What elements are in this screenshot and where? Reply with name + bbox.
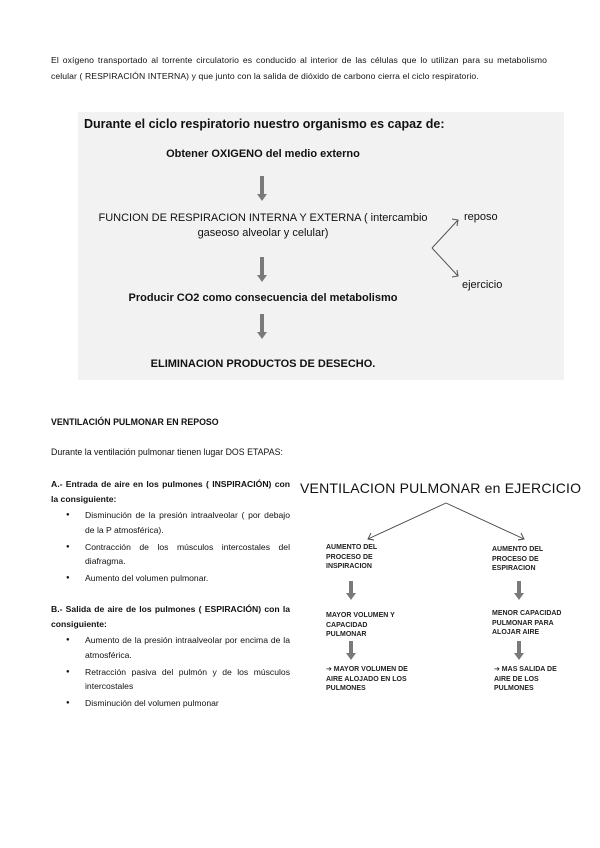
- down-arrow-icon: [346, 641, 356, 660]
- expiration-list: [51, 633, 290, 711]
- exercise-diagram-title: VENTILACION PULMONAR en EJERCICIO: [300, 480, 582, 496]
- cycle-step-obtain-oxygen: Obtener OXIGENO del medio externo: [166, 148, 360, 160]
- right-box-expiration: AUMENTO DEL PROCESO DE ESPIRACION: [492, 546, 544, 572]
- left-box-volume: MAYOR VOLUMEN Y CAPACIDAD PULMONAR: [326, 612, 395, 638]
- exercise-ventilation-diagram: [296, 477, 580, 709]
- diverging-arrows-icon: [356, 501, 536, 545]
- list-item: ● Aumento de la presión intraalveolar por encima de la atmosférica.: [85, 633, 290, 662]
- down-arrow-icon: [514, 581, 524, 600]
- right-box-capacity: MENOR CAPACIDAD PULMONAR PARA ALOJAR AIRE: [492, 610, 562, 636]
- down-arrow-icon: [257, 176, 267, 201]
- list-item: ● Aumento del volumen pulmonar.: [85, 571, 290, 586]
- down-arrow-icon: [257, 314, 267, 339]
- left-box-inspiration: AUMENTO DEL PROCESO DE INSPIRACION: [326, 544, 378, 570]
- down-arrow-icon: [257, 257, 267, 282]
- inspiration-list: [51, 508, 290, 586]
- cycle-step-respiration-function: [78, 211, 448, 241]
- cycle-step-eliminate-waste: ELIMINACION PRODUCTOS DE DESECHO.: [150, 358, 376, 370]
- list-item: ● Contracción de los músculos intercostales del diafragma.: [85, 540, 290, 569]
- down-arrow-icon: [346, 581, 356, 600]
- list-item: ● Disminución de la presión intraalveolar ( por debajo de la P atmosférica).: [85, 508, 290, 537]
- inspiration-section: [51, 477, 290, 588]
- cycle-step-produce-co2: Producir CO2 como consecuencia del metabolismo: [128, 292, 398, 304]
- list-item: ● Disminución del volumen pulmonar: [85, 696, 290, 711]
- respiratory-cycle-diagram: [78, 112, 564, 380]
- expiration-section: [51, 602, 290, 713]
- list-item: ● Retracción pasiva del pulmón y de los músculos intercostales: [85, 665, 290, 694]
- left-box-result: ➔ MAYOR VOLUMEN DE AIRE ALOJADO EN LOS PULMONES: [326, 666, 408, 692]
- rest-ventilation-heading: VENTILACIÓN PULMONAR EN REPOSO: [51, 417, 219, 427]
- branch-label-rest: reposo: [464, 211, 498, 223]
- right-box-result: ➔ MAS SALIDA DE AIRE DE LOS PULMONES: [494, 666, 557, 692]
- cycle-step2-line2: gaseoso alveolar y celular): [197, 227, 329, 239]
- cycle-step2-line1: FUNCION DE RESPIRACION INTERNA Y EXTERNA ( intercambio: [98, 212, 428, 224]
- expiration-heading: B.- Salida de aire de los pulmones ( ESPIRACIÓN) con la consiguiente:: [51, 604, 290, 629]
- inspiration-heading: A.- Entrada de aire en los pulmones ( INSPIRACIÓN) con la consiguiente:: [51, 479, 290, 504]
- two-stages-text: Durante la ventilación pulmonar tienen lugar DOS ETAPAS:: [51, 447, 283, 457]
- branch-arrows-icon: [430, 208, 466, 288]
- cycle-title: Durante el ciclo respiratorio nuestro organismo es capaz de:: [84, 117, 445, 131]
- down-arrow-icon: [514, 641, 524, 660]
- intro-paragraph: El oxígeno transportado al torrente circulatorio es conducido al interior de las células que lo utilizan para su metabolismo celular ( RESPIRACIÓN INTERNA) y que junto con la salida de dióxido de carbono cierra el ciclo respiratorio.: [51, 55, 547, 81]
- branch-label-exercise: ejercicio: [462, 279, 503, 291]
